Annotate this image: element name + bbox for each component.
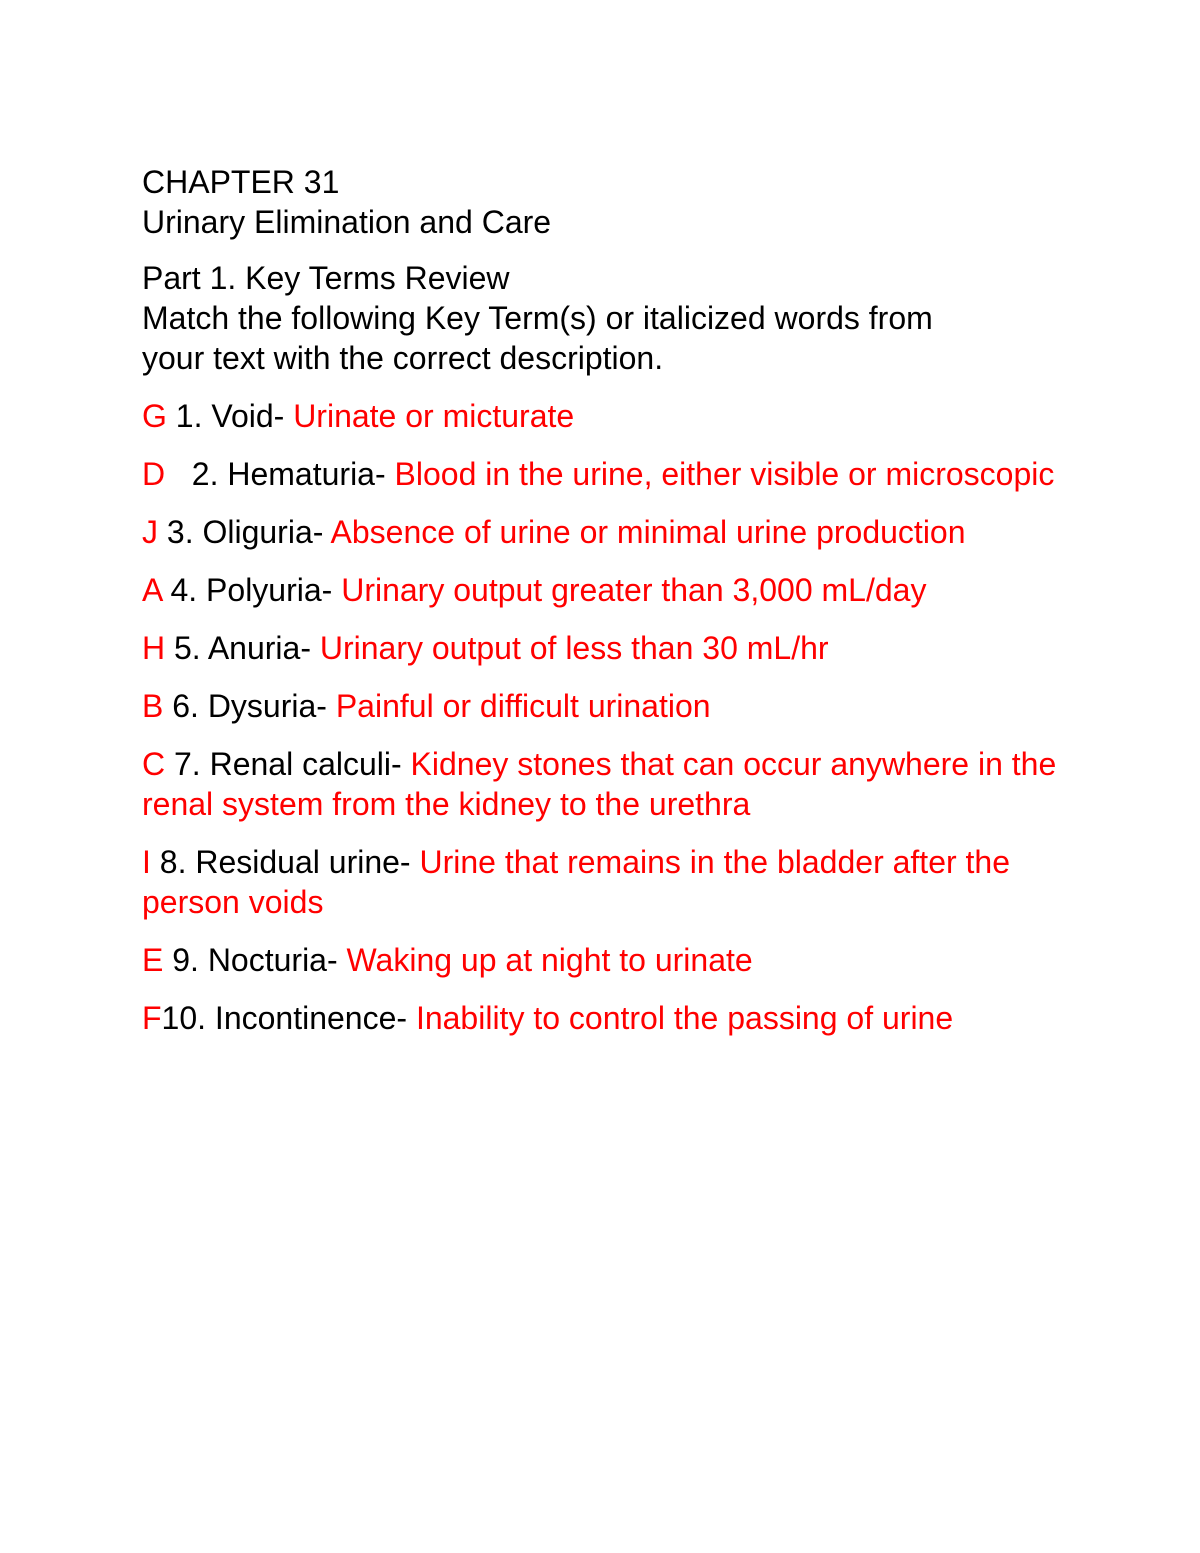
answer-letter: H <box>142 630 166 666</box>
list-item <box>142 454 1072 494</box>
key-term: 8. Residual urine- <box>159 844 411 880</box>
key-term: 10. Incontinence- <box>161 1000 408 1036</box>
chapter-label: CHAPTER 31 <box>142 164 340 200</box>
list-item <box>142 940 1072 980</box>
term-definition: Absence of urine or minimal urine production <box>330 514 966 550</box>
part-heading: Part 1. Key Terms Review <box>142 260 510 296</box>
list-item <box>142 628 1072 668</box>
list-item <box>142 396 1072 436</box>
term-definition: Urinary output of less than 30 mL/hr <box>319 630 829 666</box>
term-definition: Blood in the urine, either visible or microscopic <box>394 456 1055 492</box>
answer-letter: A <box>142 572 162 608</box>
term-definition: Urinary output greater than 3,000 mL/day <box>341 572 927 608</box>
instructions-line-2: your text with the correct description. <box>142 340 664 376</box>
term-definition: Urinate or micturate <box>293 398 575 434</box>
term-definition: Waking up at night to urinate <box>346 942 753 978</box>
list-item <box>142 744 1072 824</box>
answer-letter: B <box>142 688 164 724</box>
key-term: 1. Void- <box>175 398 285 434</box>
answer-letter: D <box>142 456 166 492</box>
key-term: 2. Hematuria- <box>191 456 386 492</box>
list-item <box>142 686 1072 726</box>
list-item <box>142 570 1072 610</box>
term-definition: Urine that remains in the bladder after the person voids <box>142 844 1011 920</box>
answer-letter: I <box>142 844 151 880</box>
answer-letter: J <box>142 514 158 550</box>
answer-letter: G <box>142 398 167 434</box>
key-term: 6. Dysuria- <box>172 688 327 724</box>
list-item <box>142 512 1072 552</box>
term-definition: Kidney stones that can occur anywhere in the renal system from the kidney to the urethra <box>142 746 1057 822</box>
term-definition: Painful or difficult urination <box>335 688 711 724</box>
key-term: 3. Oliguria- <box>166 514 324 550</box>
answer-letter: F <box>142 1000 162 1036</box>
key-term: 4. Polyuria- <box>170 572 333 608</box>
list-item <box>142 842 1072 922</box>
answer-letter: E <box>142 942 164 978</box>
document-page <box>142 162 1072 1038</box>
term-definition: Inability to control the passing of urine <box>415 1000 954 1036</box>
answer-letter: C <box>142 746 166 782</box>
key-term: 5. Anuria- <box>174 630 311 666</box>
list-item <box>142 998 1072 1038</box>
key-term: 9. Nocturia- <box>172 942 338 978</box>
key-term: 7. Renal calculi- <box>174 746 402 782</box>
chapter-title: Urinary Elimination and Care <box>142 204 552 240</box>
instructions-line-1: Match the following Key Term(s) or italicized words from <box>142 300 933 336</box>
